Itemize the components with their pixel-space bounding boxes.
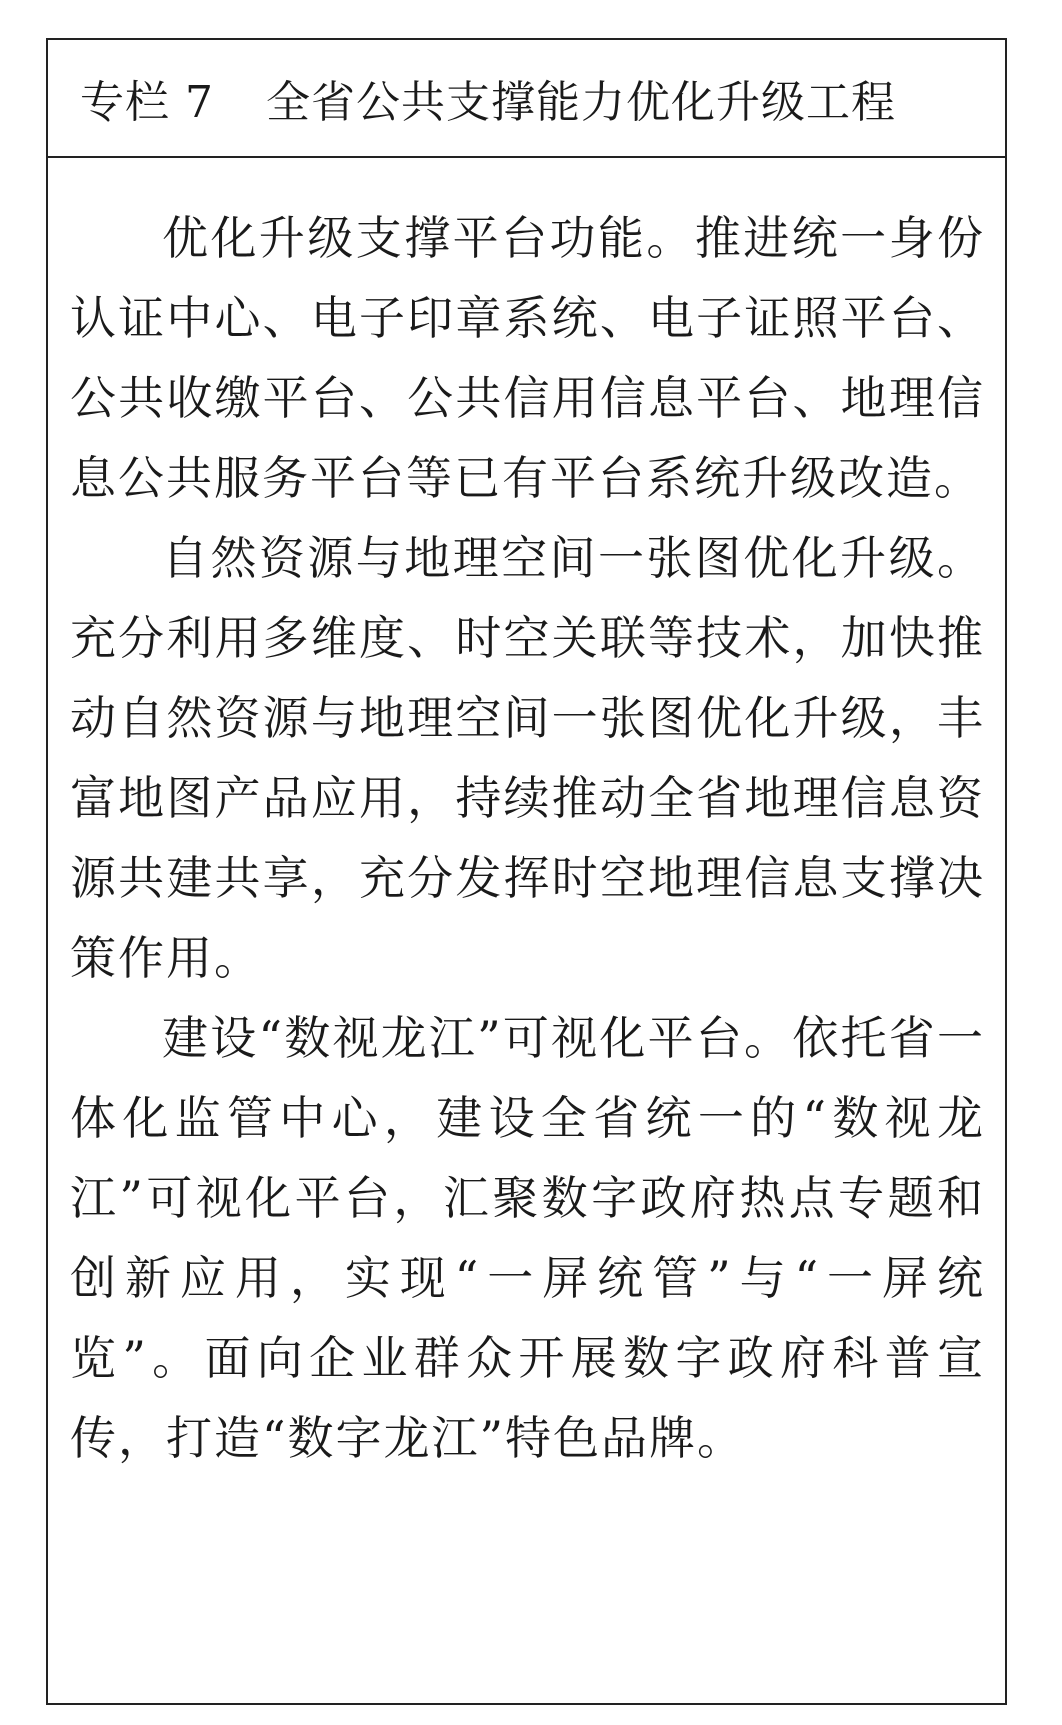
- column-box: [46, 38, 1007, 1705]
- column-label: 专栏 7: [80, 77, 214, 128]
- paragraph-visualization-platform: 建设“数视龙江”可视化平台。依托省一体化监管中心，建设全省统一的“数视龙江”可视化平台，汇聚数字政府热点专题和创新应用，实现“一屏统管”与“一屏统览”。面向企业群众开展数字政府科普宣传，打造“数字龙江”特色品牌。: [70, 1011, 985, 1465]
- column-header: [48, 40, 1005, 158]
- paragraph-geospatial-map: 自然资源与地理空间一张图优化升级。充分利用多维度、时空关联等技术，加快推动自然资源与地理空间一张图优化升级，丰富地图产品应用，持续推动全省地理信息资源共建共享，充分发挥时空地理信息支撑决策作用。: [70, 531, 985, 985]
- paragraph-support-platforms: 优化升级支撑平台功能。推进统一身份认证中心、电子印章系统、电子证照平台、公共收缴平台、公共信用信息平台、地理信息公共服务平台等已有平台系统升级改造。: [70, 211, 985, 505]
- column-content: [48, 158, 1005, 1478]
- column-title: 全省公共支撑能力优化升级工程: [265, 77, 896, 128]
